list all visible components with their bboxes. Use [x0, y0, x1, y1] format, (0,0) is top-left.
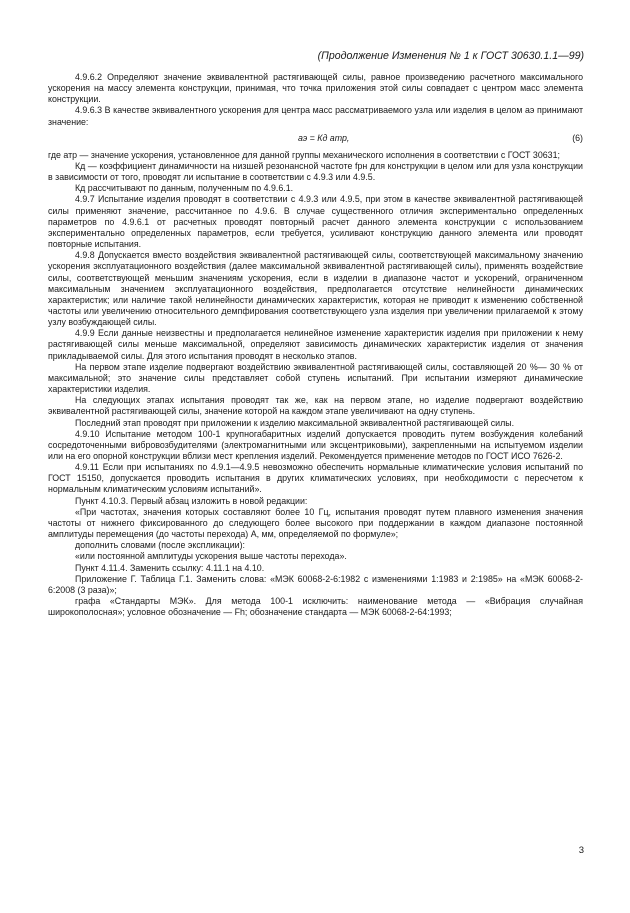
paragraph-annex-g: Приложение Г. Таблица Г.1. Заменить слова: «МЭК 60068-2-6:1982 с изменениями 1:1983 и 2:1985» на «МЭК 60068-2-6:2008 (3 раза)»; [48, 573, 583, 595]
explication-a-tr: где атр — значение ускорения, установленное для данной группы механического исполнения в соответствии с ГОСТ 30631; [48, 149, 560, 160]
document-body [48, 72, 583, 618]
formula-expression: аэ = Кд атр, [298, 132, 350, 143]
explication-k-d-calc: Кд рассчитывают по данным, полученным по 4.9.6.1. [75, 183, 294, 194]
paragraph-4-9-8: 4.9.8 Допускается вместо воздействия эквивалентной растягивающей силы, соответствующей максимальному значению ускорения эксплуатационного воздействия (далее максимальной эквивалентной растягивающей силы), применять воздействие силы, соответствующей меньшим значениям ускорения, если в изделии в диапазоне частот и ускорений, ограниченном максимальным значением эксплуатационного воздействия, предполагается отсутствие нелинейности динамических характеристик; или наличие такой нелинейности динамических характеристик, которая не приводит к изменению собственной частоты или увеличению относительного демпфирования соответствующего узла изделия при увеличении прилагаемой к этому узлу возбуждающей силы. [48, 250, 583, 328]
paragraph-quote-amplitude: «или постоянной амплитуды ускорения выше частоты перехода». [75, 551, 347, 562]
paragraph-4-9-6-3: 4.9.6.3 В качестве эквивалентного ускорения для центра масс рассматриваемого узла или изделия в целом аэ принимают значение: [48, 105, 583, 127]
explication-k-d: Кд — коэффициент динамичности на низшей резонансной частоте fрн для конструкции в целом или для узла конструкции в зависимости от того, проводят ли испытание в соответствии с 4.9.3 или 4.9.5. [48, 160, 583, 183]
page-number: 3 [578, 845, 584, 856]
paragraph-item-4-11-4: Пункт 4.11.4. Заменить ссылку: 4.11.1 на 4.10. [75, 562, 265, 573]
running-header: (Продолжение Изменения № 1 к ГОСТ 30630.1.1—99) [317, 50, 584, 62]
paragraph-item-4-10-3: Пункт 4.10.3. Первый абзац изложить в новой редакции: [75, 495, 308, 506]
paragraph-iec-column: графа «Стандарты МЭК». Для метода 100-1 исключить: наименование метода — «Вибрация случайная широкополосная»; условное обозначение — Fh; обозначение стандарта — МЭК 60068-2-64:1993; [48, 596, 583, 618]
paragraph-4-9-9: 4.9.9 Если данные неизвестны и предполагается нелинейное изменение характеристик изделия при приложении к нему растягивающей силы меньше максимальной, определяют зависимость динамических характеристик изделия от значения прикладываемой силы. Для этого испытания проводят в несколько этапов. [48, 328, 583, 361]
paragraph-last-stage: Последний этап проводят при приложении к изделию максимальной эквивалентной растягивающей силы. [75, 417, 515, 428]
paragraph-first-stage: На первом этапе изделие подвергают воздействию эквивалентной растягивающей силы, составляющей 20 %— 30 % от максимальной; это значение силы представляет собой ступень испытаний. При испытании измеряют динамические характеристики изделия. [48, 361, 583, 395]
paragraph-add-words: дополнить словами (после экспликации): [75, 540, 246, 551]
paragraph-4-9-6-2: 4.9.6.2 Определяют значение эквивалентной растягивающей силы, равное произведению расчетного максимального ускорения на массу элемента конструкции, принимая, что точка приложения этой силы совпадает с центром масс элемента конструкции. [48, 72, 583, 105]
formula-6 [48, 128, 583, 150]
paragraph-4-9-7: 4.9.7 Испытание изделия проводят в соответствии с 4.9.3 или 4.9.5, при этом в качестве эквивалентной растягивающей силы применяют значение, рассчитанное по 4.9.6. В случае существенного отличия экспериментально определенных параметров по 4.9.6.1 от расчетных проводят повторный расчет данного элемента конструкции с использованием экспериментально определенных параметров, если требуется, усиливают конструкцию данного элемента или проводят повторные испытания. [48, 194, 583, 250]
paragraph-next-stages: На следующих этапах испытания проводят так же, как на первом этапе, но изделие подвергают воздействию эквивалентной растягивающей силы, значение которой на каждом этапе увеличивают на одну ступень. [48, 395, 583, 417]
paragraph-quote-frequencies: «При частотах, значения которых составляют более 10 Гц, испытания проводят путем плавного изменения значения частоты от нижнего фиксированного до следующего более высокого при поддержании в каждом диапазоне постоянной амплитуды перемещения (до частоты перехода) А, мм, определяемой по формуле»; [48, 506, 583, 540]
formula-number: (6) [572, 132, 583, 143]
paragraph-4-9-10: 4.9.10 Испытание методом 100-1 крупногабаритных изделий допускается проводить путем возбуждения колебаний сосредоточенными вибровозбудителями (электромагнитными или эксцентриковыми), закрепленными на испытуемом изделии или на его опорной конструкции вблизи мест крепления изделий. Рекомендуется применение методов по ГОСТ ИСО 7626-2. [48, 428, 583, 461]
paragraph-4-9-11: 4.9.11 Если при испытаниях по 4.9.1—4.9.5 невозможно обеспечить нормальные климатические условия испытаний по ГОСТ 15150, допускается проводить испытания в других климатических условиях, при необходимости с пересчетом к нормальным климатическим условиям испытаний». [48, 462, 583, 495]
